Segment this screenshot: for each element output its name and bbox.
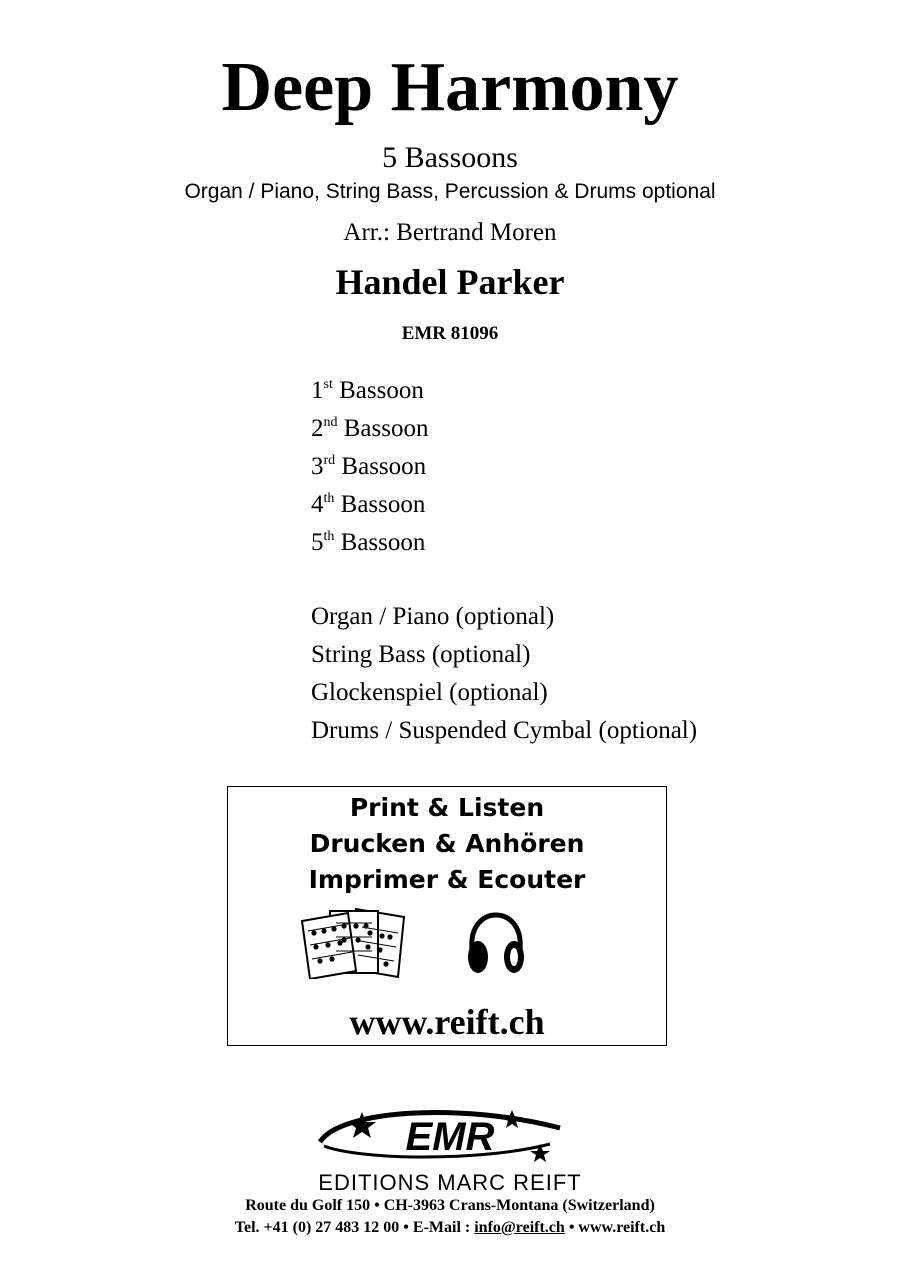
publisher-contact: Tel. +41 (0) 27 483 12 00 • E-Mail : info@reift.ch • www.reift.ch	[234, 1219, 666, 1236]
optional-parts-list	[311, 598, 697, 750]
print-listen-heading-de: Drucken & Anhören	[309, 829, 585, 858]
part-item: 4th Bassoon	[311, 491, 426, 518]
email-link[interactable]: info@reift.ch	[474, 1219, 565, 1236]
print-listen-box	[227, 786, 667, 1046]
title: Deep Harmony	[221, 49, 679, 126]
optional-part-item: Glockenspiel (optional)	[311, 679, 548, 706]
part-item: 5th Bassoon	[311, 529, 426, 556]
part-item: 2nd Bassoon	[311, 415, 429, 442]
optional-instruments-line: Organ / Piano, String Bass, Percussion & Drums optional	[184, 180, 716, 203]
sheet-music-icon	[300, 907, 412, 979]
composer: Handel Parker	[335, 262, 565, 302]
optional-part-item: String Bass (optional)	[311, 641, 531, 668]
headphones-icon	[466, 911, 526, 977]
optional-part-item: Drums / Suspended Cymbal (optional)	[311, 717, 698, 744]
catalog-number: EMR 81096	[401, 323, 499, 344]
website-url[interactable]: www.reift.ch	[349, 1002, 545, 1042]
emr-logo	[300, 1100, 600, 1170]
publisher-address: Route du Golf 150 • CH-3963 Crans-Montana (Switzerland)	[245, 1197, 655, 1214]
publisher-name: EDITIONS MARC REIFT	[318, 1170, 582, 1195]
arranger: Arr.: Bertrand Moren	[343, 219, 557, 246]
optional-part-item: Organ / Piano (optional)	[311, 603, 555, 630]
parts-list	[311, 372, 428, 562]
emr-logo-text: EMR	[405, 1115, 495, 1159]
print-listen-heading-en: Print & Listen	[349, 793, 545, 822]
part-item: 3rd Bassoon	[311, 453, 427, 480]
part-item: 1st Bassoon	[311, 377, 424, 404]
subtitle: 5 Bassoons	[382, 141, 518, 174]
print-listen-heading-fr: Imprimer & Ecouter	[308, 865, 586, 894]
